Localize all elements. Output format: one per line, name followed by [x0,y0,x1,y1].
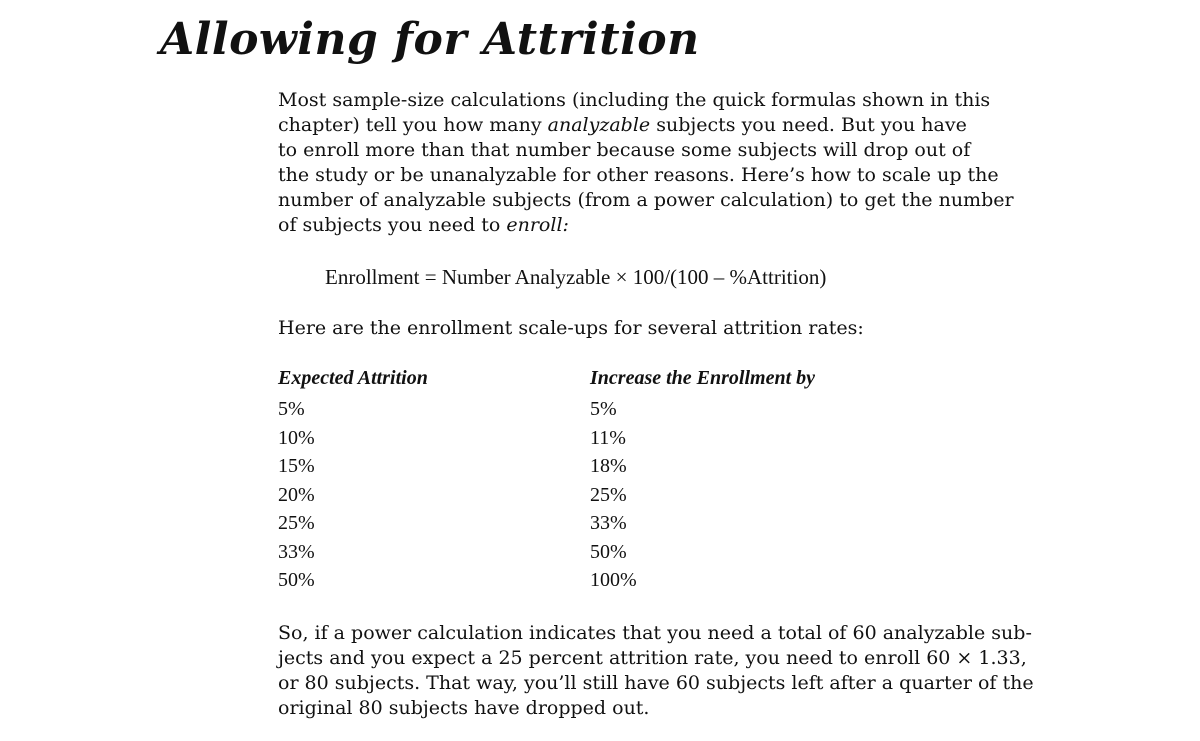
page-title: Allowing for Attrition [160,14,700,65]
increase-cell: 50% [590,540,627,563]
attrition-cell: 15% [278,455,315,477]
table-row [278,427,815,456]
intro-text: subjects you need. But you have [650,114,967,136]
closing-line: So, if a power calculation indicates that you need a total of 60 analyzable sub- [278,621,1032,644]
enrollment-formula: Enrollment = Number Analyzable × 100/(100 – %Attrition) [325,265,827,289]
table-row [278,512,815,541]
table-row [278,484,815,513]
intro-line: the study or be unanalyzable for other reasons. Here’s how to scale up the [278,164,999,186]
intro-line [278,213,1058,238]
attrition-cell: 33% [278,540,315,563]
spacer [278,238,1058,264]
main-content [278,88,1058,721]
attrition-cell: 25% [278,512,315,534]
table-header-row [278,367,815,398]
table-row [278,569,815,598]
spacer [278,598,1058,621]
intro-line: Most sample-size calculations (including the quick formulas shown in this [278,89,991,111]
emphasis-analyzable: analyzable [547,114,651,136]
attrition-cell: 50% [278,569,315,591]
header-expected-attrition: Expected Attrition [278,367,428,389]
emphasis-enroll: enroll: [506,214,569,236]
increase-cell: 18% [590,455,627,477]
increase-cell: 5% [590,398,617,420]
intro-text: chapter) tell you how many [278,114,548,136]
header-increase-enrollment: Increase the Enrollment by [590,367,816,389]
table-row [278,398,815,427]
attrition-cell: 5% [278,398,305,420]
closing-paragraph [278,621,1058,721]
closing-line: or 80 subjects. That way, you’ll still have 60 subjects left after a quarter of the [278,671,1034,694]
table-intro: Here are the enrollment scale-ups for several attrition rates: [278,317,864,339]
attrition-cell: 20% [278,483,315,506]
intro-line: number of analyzable subjects (from a power calculation) to get the number [278,189,1014,211]
attrition-cell: 10% [278,426,315,449]
attrition-table [278,367,815,598]
table-row [278,541,815,570]
closing-line: jects and you expect a 25 percent attrition rate, you need to enroll 60 × 1.33, [278,646,1027,669]
intro-text: of subjects you need to [278,214,507,236]
intro-line: to enroll more than that number because some subjects will drop out of [278,139,971,161]
increase-cell: 33% [590,512,627,534]
intro-line [278,113,1058,138]
increase-cell: 100% [590,569,637,591]
spacer [278,290,1058,316]
closing-line: original 80 subjects have dropped out. [278,696,650,719]
intro-paragraph [278,88,1058,238]
increase-cell: 11% [590,426,626,449]
spacer [278,341,1058,367]
table-row [278,455,815,484]
increase-cell: 25% [590,483,627,506]
